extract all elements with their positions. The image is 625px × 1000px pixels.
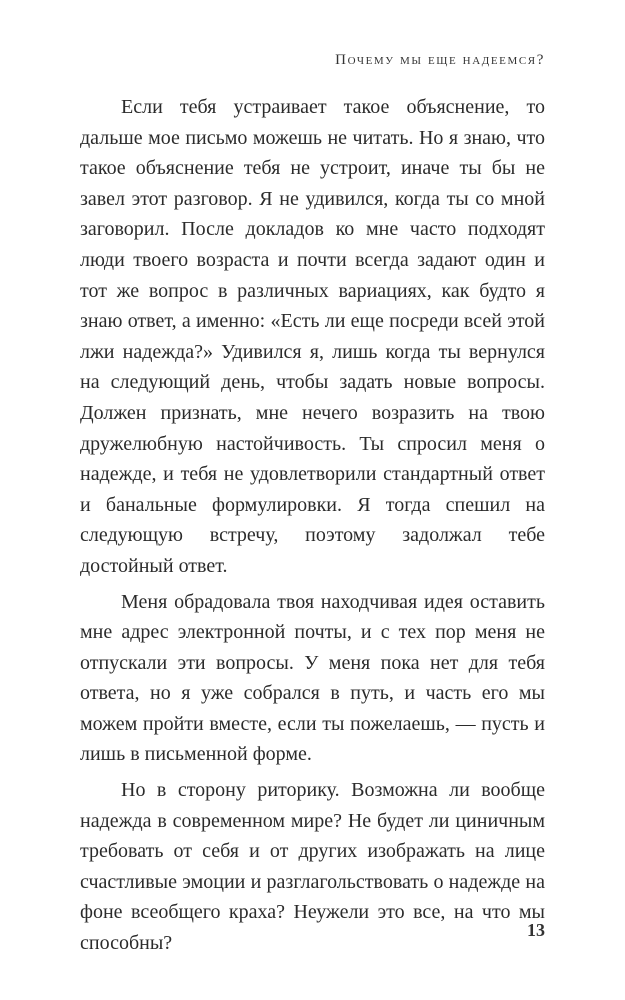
body-text	[80, 92, 545, 959]
paragraph: Но в сторону риторику. Возможна ли вообще надежда в современном мире? Не будет ли циничным требовать от себя и от других изображать на лице счастливые эмоции и разглагольствовать о надежде на фоне всеобщего краха? Неужели это все, на что мы способны?	[80, 779, 545, 955]
running-head: Почему мы еще надеемся?	[335, 52, 545, 68]
paragraph: Если тебя устраивает такое объяснение, то дальше мое письмо можешь не читать. Но я знаю, что такое объяснение тебя не устроит, иначе ты бы не завел этот разговор. Я не удивился, когда ты со мной заговорил. После докладов ко мне часто подходят люди твоего возраста и почти всегда задают один и тот же вопрос в различных вариациях, как будто я знаю ответ, а именно: «Есть ли еще посреди всей этой лжи надежда?» Удивился я, лишь когда ты вернулся на следующий день, чтобы задать новые вопросы. Должен признать, мне нечего возразить на твою дружелюбную настойчивость. Ты спросил меня о надежде, и тебя не удовлетворили стандартный ответ и банальные формулировки. Я тогда спешил на следующую встречу, поэтому задолжал тебе достойный ответ.	[80, 96, 545, 577]
page-number: 13	[527, 920, 545, 940]
paragraph: Меня обрадовала твоя находчивая идея оставить мне адрес электронной почты, и с тех пор меня не отпускали эти вопросы. У меня пока нет для тебя ответа, но я уже собрался в путь, и часть его мы можем пройти вместе, если ты пожелаешь, — пусть и лишь в письменной форме.	[80, 590, 545, 766]
